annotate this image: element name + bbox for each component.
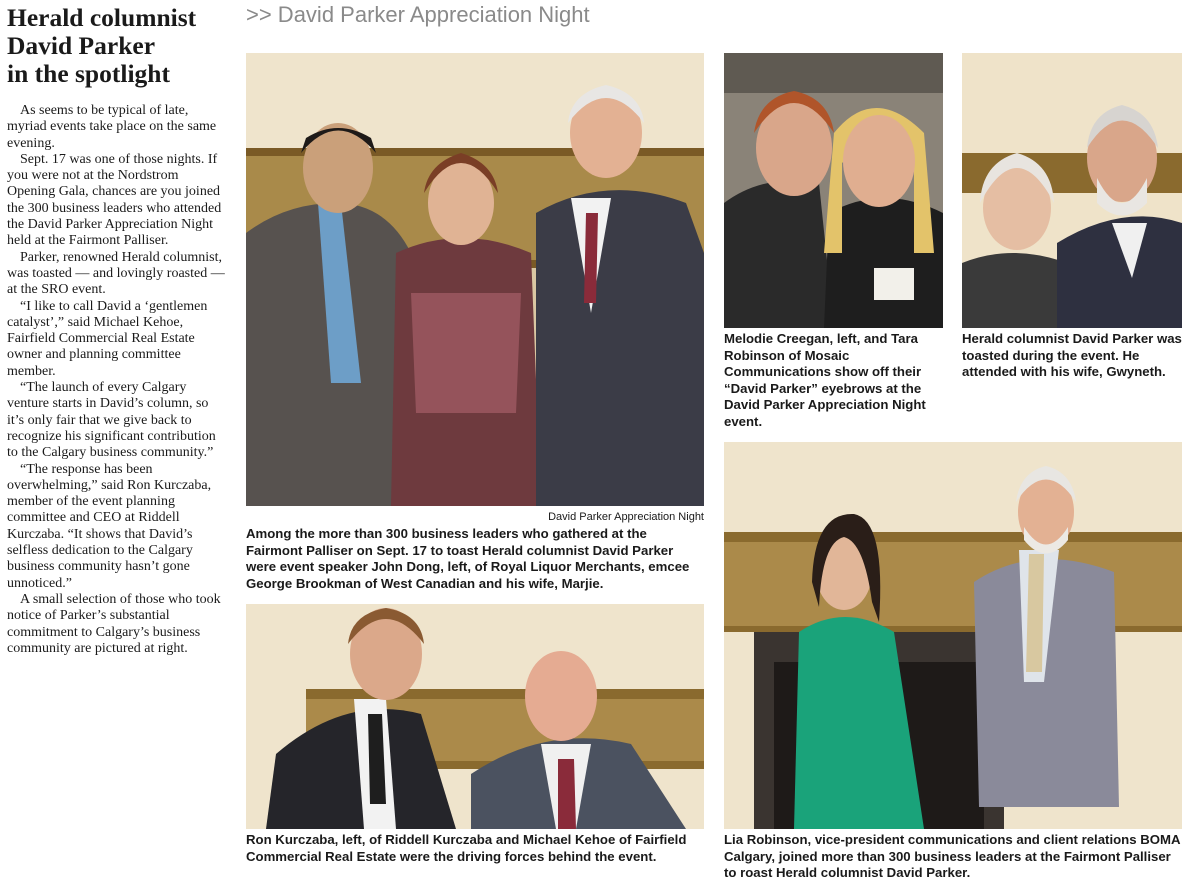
photo-cutout-caption: Lia Robinson, vice-president communications and client relations BOMA Calgary, joined more than 300 business leaders at the Fairmont Palliser to roast Herald columnist David Parker. — [724, 832, 1181, 880]
photo-credit: David Parker Appreciation Night — [548, 511, 704, 523]
headline-line-2: David Parker — [7, 31, 156, 60]
photo-couple — [962, 53, 1182, 328]
article-paragraph: As seems to be typical of late, myriad events take place on the same evening. — [7, 103, 217, 151]
photo-cutout — [724, 442, 1182, 829]
article-paragraph: Parker, renowned Herald columnist, was toasted — and lovingly roasted — at the SRO event. — [7, 249, 225, 298]
article-paragraph: Sept. 17 was one of those nights. If you were not at the Nordstrom Opening Gala, chances are you joined the 300 business leaders who attended the David Parker Appreciation Night held at the Fairmont Palliser. — [7, 151, 222, 249]
article-paragraph: “The response has been overwhelming,” said Ron Kurczaba, member of the event planning committee and CEO at Riddell Kurczaba. “It shows that David’s selfless dedication to the Calgary business community hasn’t gone unnoticed.” — [7, 461, 212, 591]
section-label: >> David Parker Appreciation Night — [246, 2, 590, 27]
article-body — [7, 103, 229, 657]
article-paragraph: A small selection of those who took notice of Parker’s substantial commitment to Calgary’s business community are pictured at right. — [7, 591, 221, 656]
headline — [7, 4, 232, 88]
photo-couple-caption: Herald columnist David Parker was toasted during the event. He attended with his wife, Gwyneth. — [962, 331, 1182, 379]
photo-duo-caption: Ron Kurczaba, left, of Riddell Kurczaba and Michael Kehoe of Fairfield Commercial Real Estate were the driving forces behind the event. — [246, 832, 687, 864]
photo-main-caption: Among the more than 300 business leaders who gathered at the Fairmont Palliser on Sept. 17 to toast Herald columnist David Parker were event speaker John Dong, left, of Royal Liquor Merchants, emcee George Brookman of West Canadian and his wife, Marjie. — [246, 526, 690, 591]
headline-line-1: Herald columnist — [7, 3, 197, 32]
article-paragraph: “I like to call David a ‘gentlemen catalyst’,” said Michael Kehoe, Fairfield Commercial Real Estate owner and planning committee member. — [7, 298, 208, 379]
article-paragraph: “The launch of every Calgary venture starts in David’s column, so it’s only fair that we give back to recognize his significant contribution to the Calgary business community.” — [7, 380, 216, 461]
photo-eyebrows-caption: Melodie Creegan, left, and Tara Robinson of Mosaic Communications show off their “David Parker” eyebrows at the David Parker Appreciation Night event. — [724, 331, 926, 429]
photo-eyebrows — [724, 53, 943, 328]
photo-main-group — [246, 53, 704, 506]
photo-duo — [246, 604, 704, 829]
headline-line-3: in the spotlight — [7, 59, 170, 88]
